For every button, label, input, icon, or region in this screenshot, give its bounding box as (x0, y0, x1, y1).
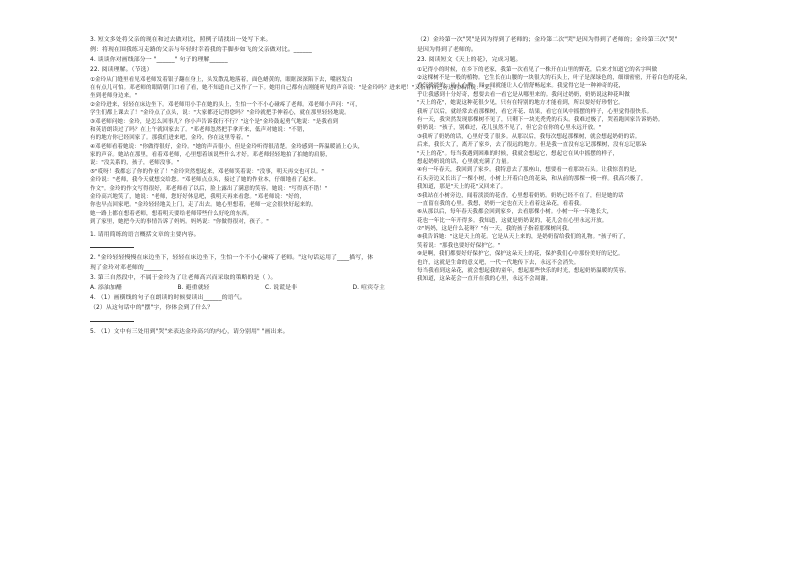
text-line: ①记得小的时候，在乡下的老家，我第一次看见了一株开在山里的野花，后来才知道它的名字叫做 (417, 66, 658, 73)
text-line: ①金玲从门缝里看见邓老师发着银子翻在身上，头发散乱地落着，面色蜡黄的，眼眶深深陷下去，嘴唇发白 (90, 76, 353, 83)
text-line: 坐到老师身边来。" (90, 93, 138, 100)
text-line: ⑥从那以后，每年春天我都会回到家乡，去看那棵小树。小树一年一年地长大， (417, 209, 613, 216)
text-line: ②这棵树不是一般的植物。它生长在山腰的一块很大的石头上，叶子是深绿色的，细细密密，开着白色的花朵， (417, 75, 691, 82)
passage-23-title: 23. 阅读短文《天上的花》，完成习题。 (417, 56, 522, 63)
text-line: 奶奶说："孩子，别难过，花儿虽然不见了，但它会在你的心里永远开放。" (417, 125, 602, 132)
text-line: 花也一年比一年开得多。我知道，这就是奶奶说的，花儿会在心里永远开放。 (417, 217, 608, 224)
text-line: "天上的花"。每当我遇到困难的时候，我就会想起它，想起它在风中摇摆的样子， (417, 150, 619, 157)
text-line: 是因为得到了老师的。 (417, 46, 477, 53)
text-line: "天上的花"，她说这种花很少见，只有在特别的地方才能看到，所以要好好珍惜它。 (417, 100, 624, 107)
text-line: 有的地方你已经回家了。那我们进来吧，金玲，你在这里等着。" (90, 135, 250, 142)
text-line: 笑着说："那我也要好好保护它。" (417, 242, 501, 249)
answer-line (90, 321, 134, 322)
text-line: 每当我看到这朵花，就会想起我的童年，想起那些快乐的时光，想起奶奶温暖的笑容。 (417, 268, 630, 275)
right-column (417, 36, 767, 284)
question-4a: 4. （1）画横线的句子在朗读的时候要读出______的语气。 (90, 295, 246, 302)
text-line: 乎让我感到十分好奇，想要去看一看它是从哪里来的。我问过奶奶，奶奶说这种花叫做 (417, 91, 630, 98)
question-2b: 现了金玲对邓老师的______ (90, 265, 163, 272)
text-line: ⑧我告诉她："这是天上的花。它是从天上来的，是奶奶留给我们的礼物。"孩子听了， (417, 234, 629, 241)
text-line: 香气淡淡的，沁人心脾，闻一闻就能让人心情舒畅起来。我觉得它是一种神奇的花， (417, 83, 625, 90)
text-line: 金玲高兴地笑了，她说："老师，您好好休息吧，我明天再来看您。"邓老师说："好的， (90, 194, 306, 201)
text-line: 你也早点回家吧。"金玲轻轻地关上门，走了出去。她心里想着，老师一定会很快好起来的。 (90, 202, 317, 209)
text-line: （2）金玲第一次"哭"是因为得到了老师的；金玲第二次"哭"是因为得到了老师的；金玲第三次"哭" (417, 37, 678, 43)
text-line: ②金玲进来，轻轻在床边坐下。邓老师用小手在她的头上，生怕一个不小心碰疼了老师。邓老师小声问："可， (90, 101, 361, 108)
question-2a: 2. "金玲轻轻慢慢在床边坐下，轻轻在床边坐下，生怕一个不小心碰疼了老师。"这句话运用了____描写，体 (90, 255, 374, 262)
passage-23-body (417, 66, 767, 284)
option-d: D. 喧宾夺主 (352, 285, 386, 292)
text-line: 有一天，我突然发现那棵树不见了，只剩下一块光秃秃的石头。我难过极了，哭着跑回家告诉奶奶。 (417, 117, 664, 124)
question-1: 1. 请用简练的语言概括文章的主要内容。 (90, 231, 200, 238)
text-line: ④邓老师看着她说："你做得很好，金玲。"她的声音很小，但是金玲听得很清楚。金玲感到一阵温暖涌上心头， (90, 143, 364, 150)
text-line: 她一路上都在想着老师，想着明天要给老师带些什么好吃的东西。 (90, 210, 253, 217)
text-line: 学生们都上课去了！"金玲点了点头，说："大家都还记得您吗？"金玲就把手伸着心，就在那里轻轻地说。 (90, 110, 350, 117)
text-line: 3. 短文多处将父亲的现在和过去做对比，照例子请找出一处写下来。 (90, 37, 272, 43)
text-line: 金玲说："老师，我今天就想交给您。"邓老师点点头，接过了她的作业本，仔细地看了起来。 (90, 177, 320, 184)
text-line: ⑦"妈妈，这是什么花呀？"有一天，我的孩子指着那棵树问我。 (417, 226, 573, 233)
option-b: B. 避重就轻 (177, 285, 210, 292)
text-line: 家的声音。她站在那里，看着邓老师，心里想着该说些什么才好。邓老师轻轻地拍了拍她的肩膀， (90, 152, 331, 159)
text-line: 和英语朗读过了吗？在上午就回家去了。"邓老师忽然把手拿开来，低声对她说："不错， (90, 126, 309, 133)
text-line: 我知道，那是"天上的花"又回来了。 (417, 184, 507, 191)
text-line: 例：将现在围我练习走路的父亲与年轻时幸着我的手脚步如飞的父亲做对比。______ (90, 46, 312, 53)
text-line: 在有点儿可怕。邓老师的眼睛朝门口看了看，她不知道自己又作了一下。她用自己都有点刚能听见的声音说："是金玲吗？进来吧！"又指着自己旁边的床沿说："来， (90, 84, 496, 91)
text-line: 也许，这就是生命的意义吧，一代一代地传下去，永远不会消失。 (417, 259, 580, 266)
option-a: A. 添油加醋 (90, 285, 122, 292)
text-line: 石头旁边又长出了一棵小树，小树上开着白色的花朵，和从前的那棵一模一样。我高兴极了， (417, 175, 647, 182)
text-line: ⑤"哎呀！我都忘了你的作业了！"金玲突然想起来，邓老师笑着说："没事，明天再交也可以。" (90, 168, 324, 175)
question-3-options (90, 284, 440, 294)
text-line: ⑨是啊，我们都要好好保护它，保护这朵天上的花，保护我们心中那份美好的记忆。 (417, 251, 624, 258)
text-line: 4. 谈谈你对画线部分一 "______" 句子的理解______ (90, 56, 228, 63)
text-line: 我知道，这朵花会一直开在我的心里，永远不会凋谢。 (417, 276, 552, 283)
left-top-questions (90, 36, 440, 66)
question-5: 5. （1）文中有三处用到"哭"来表达金玲高兴的内心，请分别用" "画出来。 (90, 328, 289, 335)
text-line: 我听了以后，就经常去看那棵树，看它开花、结果，看它在风中摇摆的样子，心里觉得很快乐。 (417, 108, 653, 115)
text-line: 到了家里，她把今天的事情告诉了妈妈。妈妈说："你做得很对，孩子。" (90, 219, 269, 226)
text-line: 说："没关系的，孩子，老师没事。" (90, 160, 180, 167)
question-3: 3. 第三自然段中，不属于金玲为了让老师高兴而采取的策略的是（ ）。 (90, 275, 277, 282)
question-4b: （2）从这句话中的"摆"字，你体会到了什么？ (90, 304, 214, 311)
answer-line (90, 247, 134, 248)
text-line: ③邓老师问她：金玲，是怎么回事儿？你小声告诉我行不行？"这个是"金玲鼓起勇气地说："是我看到 (90, 118, 339, 125)
text-line: ⑤我站在小树旁边，闻着淡淡的花香，心里想着奶奶。奶奶已经不在了，但是她的话 (417, 192, 624, 199)
text-line: 作文"。金玲的作文写得很好，邓老师看了以后，脸上露出了满意的笑容。她说："写得真不错！" (90, 185, 328, 192)
text-line: 一直留在我的心里。我想，奶奶一定也在天上看着这朵花，看着我。 (417, 200, 586, 207)
text-line: ③我听了奶奶的话，心里好受了很多。从那以后，我每次想起那棵树，就会想起奶奶的话。 (417, 133, 641, 140)
option-c: C. 说谎是非 (265, 285, 298, 292)
text-line: 想起奶奶说的话，心里就充满了力量。 (417, 158, 513, 165)
text-line: 后来，我长大了，离开了家乡，去了很远的地方。但是我一直没有忘记那棵树，没有忘记那朵 (417, 142, 647, 149)
right-top-questions (417, 36, 767, 56)
text-line: ④有一年春天，我回到了家乡。我特意去了那座山，想要看一看那块石头。让我惊喜的是， (417, 167, 641, 174)
passage-22-title: 22. 阅读理解。（节选） (90, 66, 153, 73)
